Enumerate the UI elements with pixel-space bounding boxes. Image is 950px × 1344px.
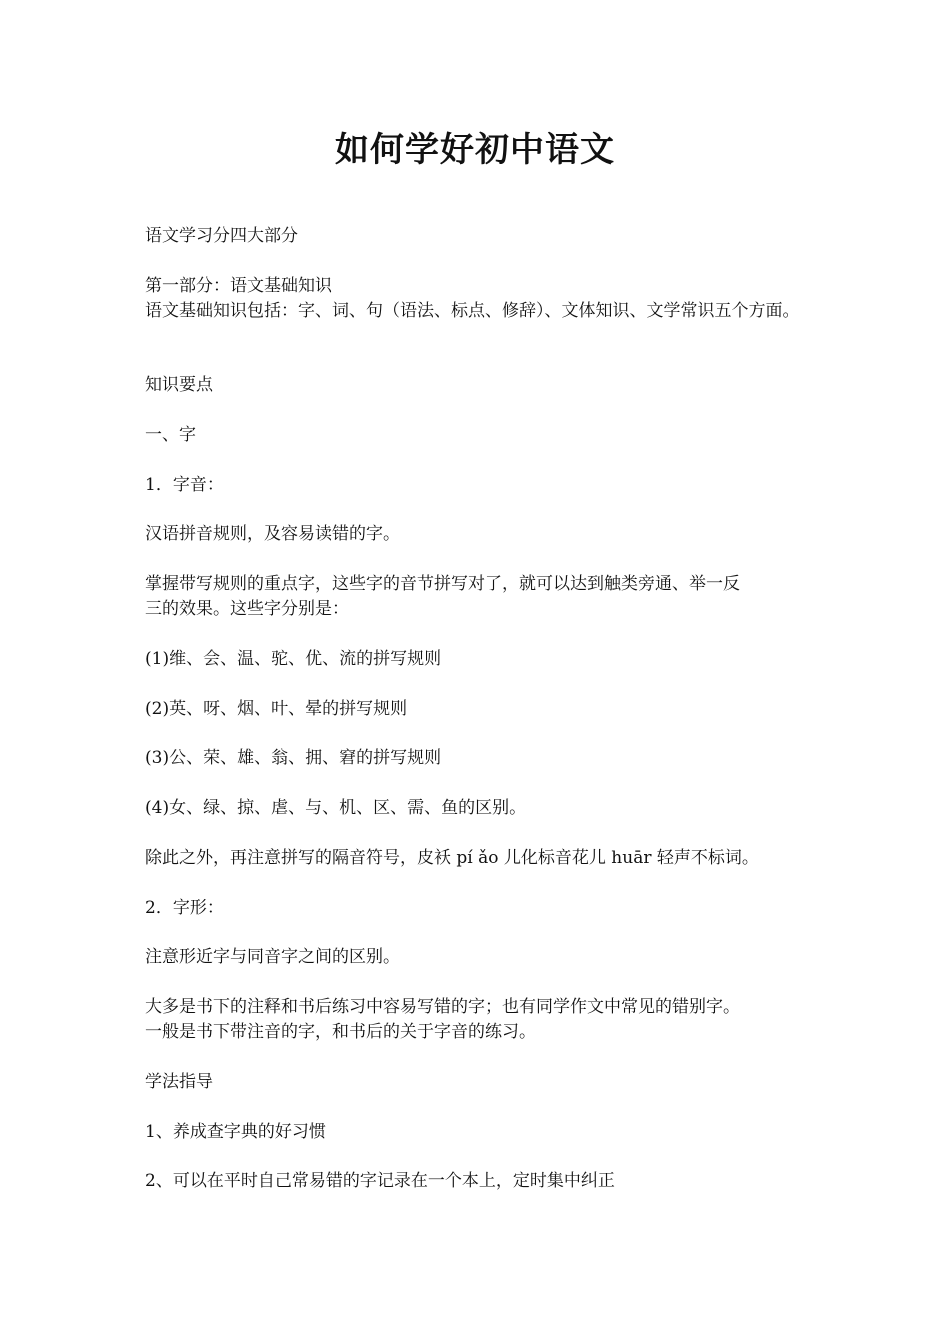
- paragraph-line: (2)英、呀、烟、叶、晕的拼写规则: [145, 699, 408, 719]
- paragraph-line: 学法指导: [145, 1072, 213, 1092]
- paragraph-line: 2、可以在平时自己常易错的字记录在一个本上，定时集中纠正: [145, 1171, 615, 1191]
- paragraph: [145, 945, 825, 970]
- paragraph-line: 掌握带写规则的重点字，这些字的音节拼写对了，就可以达到触类旁通、举一反: [145, 574, 740, 594]
- paragraph-line: 除此之外，再注意拼写的隔音符号，皮袄 pí ǎo 儿化标音花儿 huār 轻声不标词。: [145, 848, 759, 868]
- paragraph-line: 语文基础知识包括：字、词、句（语法、标点、修辞）、文体知识、文学常识五个方面。: [145, 301, 800, 321]
- paragraph: [145, 1120, 825, 1145]
- paragraph-line: (3)公、荣、雄、翁、拥、窘的拼写规则: [145, 748, 442, 768]
- paragraph-line: (1)维、会、温、驼、优、流的拼写规则: [145, 649, 442, 669]
- paragraph-line: 语文学习分四大部分: [145, 226, 298, 246]
- document-title: 如何学好初中语文: [335, 130, 615, 170]
- paragraph: [145, 1169, 825, 1194]
- paragraph: [145, 572, 825, 622]
- paragraph: [145, 522, 825, 547]
- paragraph-line: 1．字音：: [145, 475, 224, 495]
- paragraph-line: 注意形近字与同音字之间的区别。: [145, 947, 400, 967]
- paragraph: [145, 697, 825, 722]
- paragraph: [145, 846, 825, 871]
- paragraph: [145, 373, 825, 398]
- paragraph: [145, 995, 825, 1045]
- paragraph-line: 一、字: [145, 425, 196, 445]
- paragraph-line: (4)女、绿、掠、虐、与、机、区、需、鱼的区别。: [145, 798, 527, 818]
- paragraph: [145, 796, 825, 821]
- paragraph-line: 知识要点: [145, 375, 213, 395]
- paragraph: [145, 746, 825, 771]
- paragraph: [145, 896, 825, 921]
- paragraph: [145, 224, 825, 249]
- paragraph-line: 1、养成查字典的好习惯: [145, 1122, 326, 1142]
- paragraph-line: 汉语拼音规则，及容易读错的字。: [145, 524, 400, 544]
- paragraph-line: 三的效果。这些字分别是：: [145, 599, 349, 619]
- paragraph: [145, 647, 825, 672]
- paragraph-line: 第一部分：语文基础知识: [145, 276, 332, 296]
- paragraph-line: 大多是书下的注释和书后练习中容易写错的字；也有同学作文中常见的错别字。: [145, 997, 740, 1017]
- paragraph: [145, 1070, 825, 1095]
- paragraph-line: 2．字形：: [145, 898, 224, 918]
- paragraph-line: 一般是书下带注音的字，和书后的关于字音的练习。: [145, 1022, 536, 1042]
- paragraph: [145, 274, 825, 324]
- paragraph: [145, 423, 825, 448]
- paragraph: [145, 473, 825, 498]
